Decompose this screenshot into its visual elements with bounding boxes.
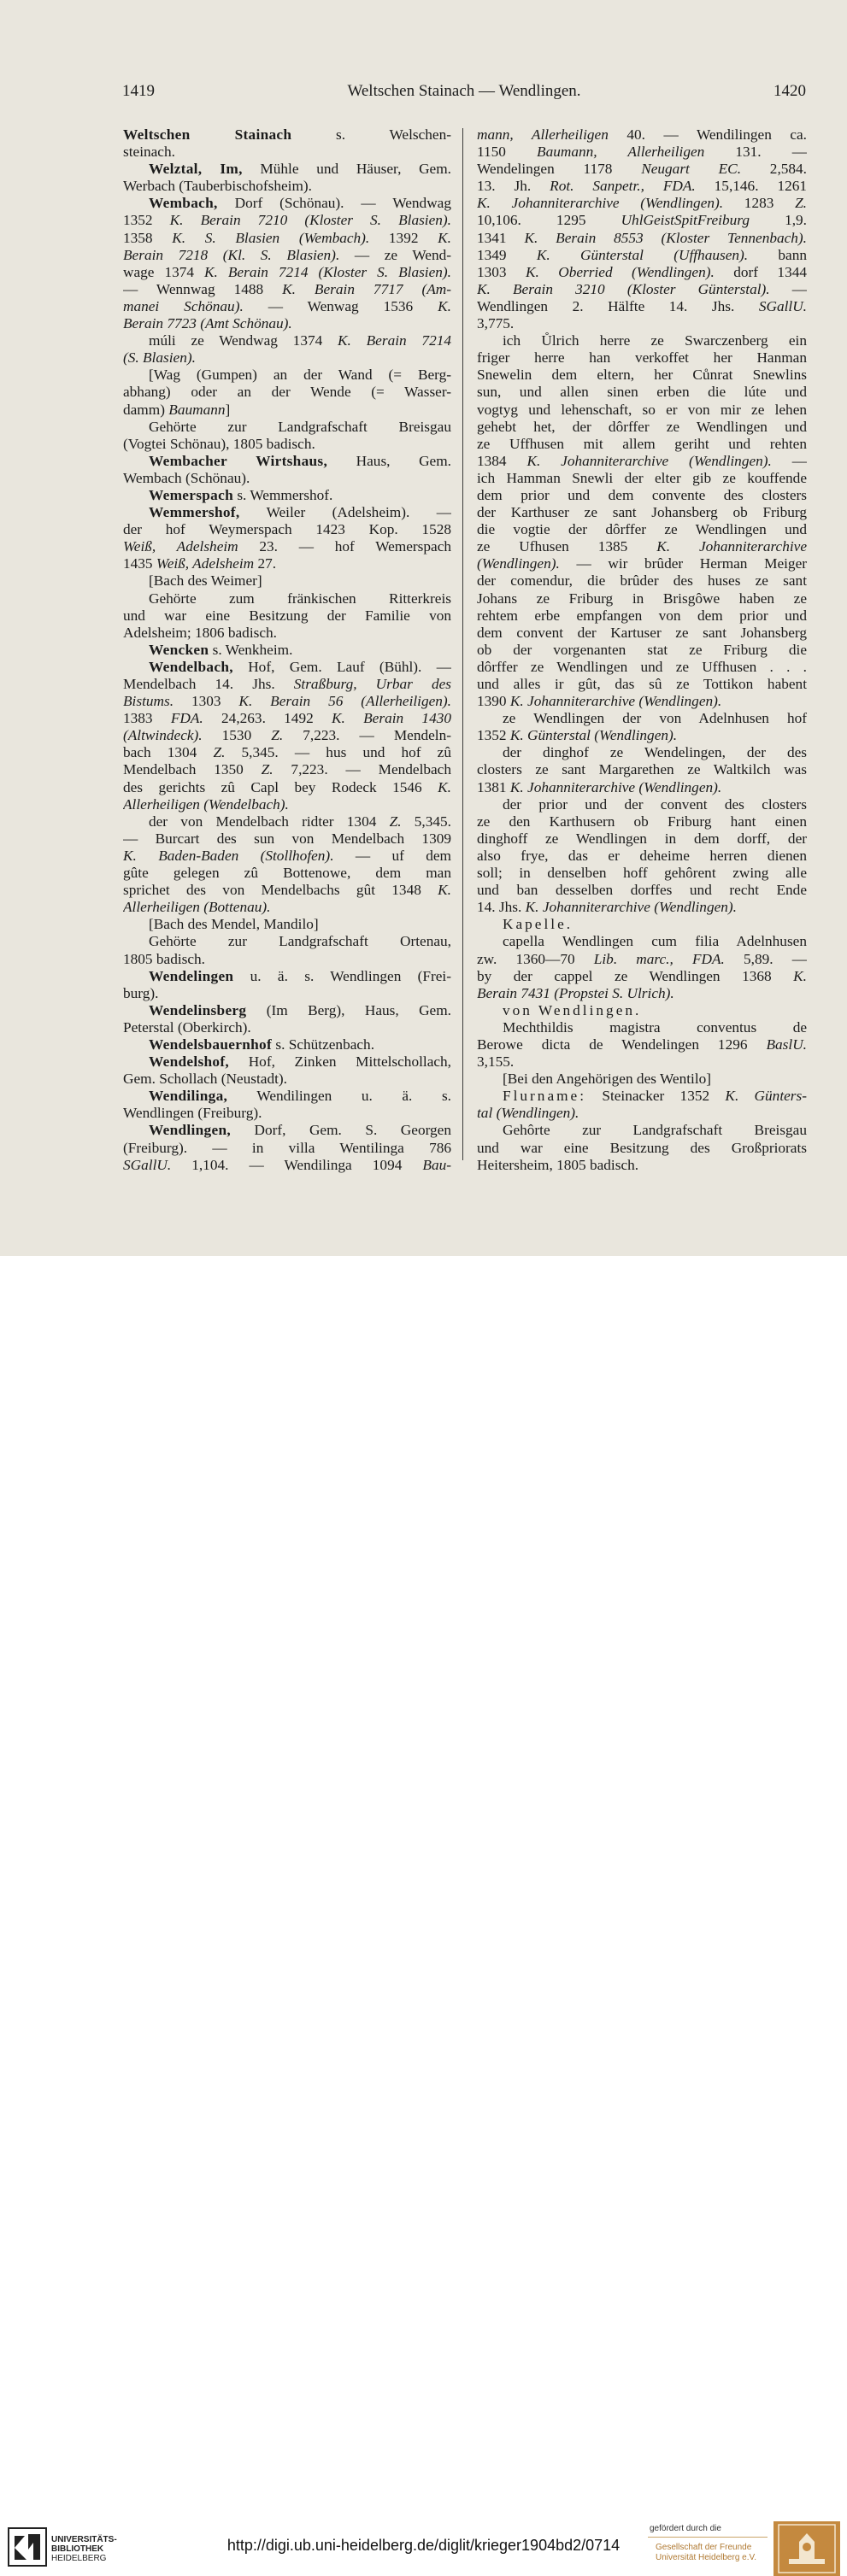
text-line: Wendelbach, Hof, Gem. Lauf (Bühl). — xyxy=(149,658,451,675)
text-line: 1352 K. Berain 7210 (Kloster S. Blasien). xyxy=(123,212,451,229)
text-line: 14. Jhs. K. Johanniterarchive (Wendlingen). xyxy=(477,899,737,916)
text-line: closters ze sant Margarethen ze Waltkilch was xyxy=(477,761,807,778)
text-line: K. Johanniterarchive (Wendlingen). 1283 Z. xyxy=(477,195,807,212)
text-line: Weiß, Adelsheim 23. — hof Wemerspach xyxy=(123,538,451,555)
text-line: ze Wendlingen der von Adelnhusen hof xyxy=(503,710,807,727)
text-line: Berain 7218 (Kl. S. Blasien). — ze Wend- xyxy=(123,246,451,263)
text-line: ich Ůlrich herre ze Swarczenberg ein xyxy=(503,332,807,349)
sponsor-divider xyxy=(648,2537,768,2538)
text-line: 1358 K. S. Blasien (Wembach). 1392 K. xyxy=(123,229,451,246)
text-line: tal (Wendlingen). xyxy=(477,1105,579,1122)
text-line: manei Schönau). — Wenwag 1536 K. xyxy=(123,297,451,314)
text-line: capella Wendlingen cum filia Adelnhusen xyxy=(503,933,807,950)
text-line: Flurname: Steinacker 1352 K. Günters- xyxy=(503,1088,807,1105)
text-line: mann, Allerheiligen 40. — Wendilingen ca. xyxy=(477,126,807,143)
text-line: also frye, das er deheime herren dienen xyxy=(477,847,807,864)
text-line: ze den Karthusern ob Friburg hant einen xyxy=(477,813,807,830)
text-line: damm) Baumann] xyxy=(123,401,231,418)
text-line: Berowe dicta de Wendelingen 1296 BaslU. xyxy=(477,1036,807,1053)
text-line: 13. Jh. Rot. Sanpetr., FDA. 15,146. 1261 xyxy=(477,178,807,195)
text-line: 1349 K. Günterstal (Uffhausen). bann xyxy=(477,246,807,263)
column-rule xyxy=(462,128,463,1160)
text-line: und war eine Besitzung des Großpriorats xyxy=(477,1139,807,1156)
text-line: friger herre han verkoffet her Hanman xyxy=(477,349,807,367)
text-line: 3,155. xyxy=(477,1053,515,1071)
text-line: des gerichts zû Capl bey Rodeck 1546 K. xyxy=(123,778,451,795)
text-line: Wendelshof, Hof, Zinken Mittelschollach, xyxy=(149,1053,451,1071)
text-line: 1384 K. Johanniterarchive (Wendlingen). — xyxy=(477,452,807,469)
text-line: — Wennwag 1488 K. Berain 7717 (Am- xyxy=(123,280,451,297)
text-line: ob der vorgenanten stat ze Friburg die xyxy=(477,641,807,658)
text-line: 3,775. xyxy=(477,315,515,332)
text-line: steinach. xyxy=(123,144,175,161)
text-line: [Bach des Mendel, Mandilo] xyxy=(149,916,319,933)
sponsor-name xyxy=(656,2543,756,2563)
text-line: [Bach des Weimer] xyxy=(149,572,262,590)
text-line: Mendelbach 14. Jhs. Straßburg, Urbar des xyxy=(123,676,451,692)
footer xyxy=(0,1256,847,2563)
text-line: und ban desselben dorffes und recht Ende xyxy=(477,882,807,899)
text-line: ze Ufhusen 1385 K. Johanniterarchive xyxy=(477,538,807,555)
text-line: Wembach (Schönau). xyxy=(123,469,250,486)
text-line: Wemerspach s. Wemmershof. xyxy=(149,486,333,503)
text-line: 1303 K. Oberried (Wendlingen). dorf 1344 xyxy=(477,263,807,280)
page-number-right: 1420 xyxy=(773,82,806,100)
text-line: (Vogtei Schönau), 1805 badisch. xyxy=(123,435,315,452)
text-line: Wendelingen 1178 Neugart EC. 2,584. xyxy=(477,161,807,178)
text-line: 1805 badisch. xyxy=(123,950,205,967)
text-line: [Wag (Gumpen) an der Wand (= Berg- xyxy=(149,367,451,384)
text-line: K. Baden-Baden (Stollhofen). — uf dem xyxy=(123,847,451,864)
text-line: Wembach, Dorf (Schönau). — Wendwag xyxy=(149,195,451,212)
text-line: SGallU. 1,104. — Wendilinga 1094 Bau- xyxy=(123,1156,451,1173)
text-line: (Freiburg). — in villa Wentilinga 786 xyxy=(123,1139,451,1156)
text-line: — Burcart des sun von Mendelbach 1309 xyxy=(123,830,451,847)
scanned-page xyxy=(0,0,847,1256)
text-line: (Wendlingen). — wir brûder Herman Meiger xyxy=(477,555,807,572)
text-line: sprichet des von Mendelbachs gût 1348 K. xyxy=(123,882,451,899)
text-line: Wendelsbauernhof s. Schützenbach. xyxy=(149,1036,375,1053)
page-number-left: 1419 xyxy=(122,82,155,100)
text-line: Wendelingen u. ä. s. Wendlingen (Frei- xyxy=(149,967,451,984)
text-line: Weltschen Stainach s. Welschen- xyxy=(123,126,451,143)
text-line: Berain 7431 (Propstei S. Ulrich). xyxy=(477,984,674,1001)
running-title: Weltschen Stainach — Wendlingen. xyxy=(347,82,581,100)
text-line: (Altwindeck). 1530 Z. 7,223. — Mendeln- xyxy=(123,727,451,744)
text-line: by der cappel ze Wendlingen 1368 K. xyxy=(477,967,807,984)
text-line: bach 1304 Z. 5,345. — hus und hof zû xyxy=(123,744,451,761)
text-line: Mendelbach 1350 Z. 7,223. — Mendelbach xyxy=(123,761,451,778)
text-line: der comendur, die brûder des huses ze sant xyxy=(477,572,807,590)
library-name-line: BIBLIOTHEK xyxy=(51,2544,104,2554)
left-column xyxy=(123,126,451,1174)
text-line: Wendlingen, Dorf, Gem. S. Georgen xyxy=(149,1122,451,1139)
text-line: 1352 K. Günterstal (Wendlingen). xyxy=(477,727,678,744)
text-line: Allerheiligen (Wendelbach). xyxy=(123,795,289,813)
text-line: Allerheiligen (Bottenau). xyxy=(123,899,271,916)
right-column xyxy=(477,126,807,1174)
library-name-line: UNIVERSITÄTS- xyxy=(51,2535,117,2544)
text-line: Mechthildis magistra conventus de xyxy=(503,1018,807,1036)
text-line: und war eine Besitzung der Familie von xyxy=(123,607,451,624)
text-line: die vogtie der dôrffer ze Wendlingen und xyxy=(477,521,807,538)
text-line: Gehörte zur Landgrafschaft Ortenau, xyxy=(149,933,451,950)
text-line: dem convent der Kartuser ze sant Johansberg xyxy=(477,624,807,641)
text-line: Gem. Schollach (Neustadt). xyxy=(123,1071,287,1088)
page-header xyxy=(122,82,806,103)
text-line: der prior und der convent des closters xyxy=(503,795,807,813)
text-line: 1150 Baumann, Allerheiligen 131. — xyxy=(477,144,807,161)
text-line: 1383 FDA. 24,263. 1492 K. Berain 1430 xyxy=(123,710,451,727)
text-line: der hof Weymerspach 1423 Kop. 1528 xyxy=(123,521,451,538)
text-line: Peterstal (Oberkirch). xyxy=(123,1018,251,1036)
text-line: Welztal, Im, Mühle und Häuser, Gem. xyxy=(149,161,451,178)
sponsor-seal-icon xyxy=(773,2521,840,2576)
text-line: burg). xyxy=(123,984,159,1001)
text-line: Bistums. 1303 K. Berain 56 (Allerheiligen). xyxy=(123,693,451,710)
text-line: 1381 K. Johanniterarchive (Wendlingen). xyxy=(477,778,722,795)
text-line: ze Uffhusen mit allem geriht und rehten xyxy=(477,435,807,452)
text-line: Snewelin dem eltern, her Cůnrat Snewlins xyxy=(477,367,807,384)
text-line: Wendelinsberg (Im Berg), Haus, Gem. xyxy=(149,1001,451,1018)
text-line: Wendlingen (Freiburg). xyxy=(123,1105,262,1122)
text-line: Wendilinga, Wendilingen u. ä. s. xyxy=(149,1088,451,1105)
text-line: wage 1374 K. Berain 7214 (Kloster S. Blasien). xyxy=(123,263,451,280)
text-line: dôrffer ze Wendlingen und ze Uffhusen . . . xyxy=(477,658,807,675)
text-line: Johans ze Friburg in Brisgôwe haben ze xyxy=(477,590,807,607)
text-line: (S. Blasien). xyxy=(123,349,196,367)
text-line: 10,106. 1295 UhlGeistSpitFreiburg 1,9. xyxy=(477,212,807,229)
text-line: 1435 Weiß, Adelsheim 27. xyxy=(123,555,277,572)
text-line: vogtyg und lehenschaft, so er von mir ze lehen xyxy=(477,401,807,418)
text-line: der dinghof ze Wendelingen, der des xyxy=(503,744,807,761)
text-line: Wencken s. Wenkheim. xyxy=(149,641,293,658)
text-line: Wembacher Wirtshaus, Haus, Gem. xyxy=(149,452,451,469)
text-line: Heitersheim, 1805 badisch. xyxy=(477,1156,639,1173)
text-line: Kapelle. xyxy=(503,916,573,933)
text-line: Gehörte zum fränkischen Ritterkreis xyxy=(149,590,451,607)
text-line: dinghoff ze Wendlingen in dem dorff, der xyxy=(477,830,807,847)
text-line: 1390 K. Johanniterarchive (Wendlingen). xyxy=(477,693,722,710)
text-line: Adelsheim; 1806 badisch. xyxy=(123,624,277,641)
permalink-url[interactable]: http://digi.ub.uni-heidelberg.de/diglit/krieger1904bd2/0714 xyxy=(226,2537,621,2554)
text-line: sun, und allen sinen erben die lúte und xyxy=(477,384,807,401)
text-line: ich Hamman Snewli der elter gib ze kouffende xyxy=(477,469,807,486)
text-line: gûte gelegen zû Bottenowe, dem man xyxy=(123,865,451,882)
text-line: múli ze Wendwag 1374 K. Berain 7214 xyxy=(149,332,451,349)
text-line: zw. 1360—70 Lib. marc., FDA. 5,89. — xyxy=(477,950,807,967)
text-line: abhang) oder an der Wende (= Wasser- xyxy=(123,384,451,401)
text-line: Werbach (Tauberbischofsheim). xyxy=(123,178,313,195)
library-name-line: HEIDELBERG xyxy=(51,2554,107,2563)
text-line: Wendlingen 2. Hälfte 14. Jhs. SGallU. xyxy=(477,297,807,314)
text-line: der von Mendelbach ridter 1304 Z. 5,345. xyxy=(149,813,451,830)
text-line: K. Berain 3210 (Kloster Günterstal). — xyxy=(477,280,807,297)
sponsor-name-line: Universität Heidelberg e.V. xyxy=(656,2553,757,2562)
text-line: dem prior und dem convente des closters xyxy=(477,486,807,503)
text-line: Gehôrte zur Landgrafschaft Breisgau xyxy=(503,1122,807,1139)
sponsor-intro: gefördert durch die xyxy=(650,2524,721,2533)
text-line: der Karthuser ze sant Johansberg ob Friburg xyxy=(477,504,807,521)
text-line: Wemmershof, Weiler (Adelsheim). — xyxy=(149,504,451,521)
sponsor-name-line: Gesellschaft der Freunde xyxy=(656,2543,752,2552)
text-line: und alles ir gût, das sû ze Tottikon habent xyxy=(477,676,807,692)
text-line: rehtem erbe empfangen von dem prior und xyxy=(477,607,807,624)
text-line: [Bei den Angehörigen des Wentilo] xyxy=(503,1071,712,1088)
text-line: Gehörte zur Landgrafschaft Breisgau xyxy=(149,418,451,435)
text-line: soll; in denselben hoff gehôrent zwing alle xyxy=(477,865,807,882)
text-line: 1341 K. Berain 8553 (Kloster Tennenbach). xyxy=(477,229,807,246)
text-line: gehebt het, der dôrffer ze Wendlingen und xyxy=(477,418,807,435)
text-line: Berain 7723 (Amt Schönau). xyxy=(123,315,292,332)
text-line: von Wendlingen. xyxy=(503,1001,642,1018)
